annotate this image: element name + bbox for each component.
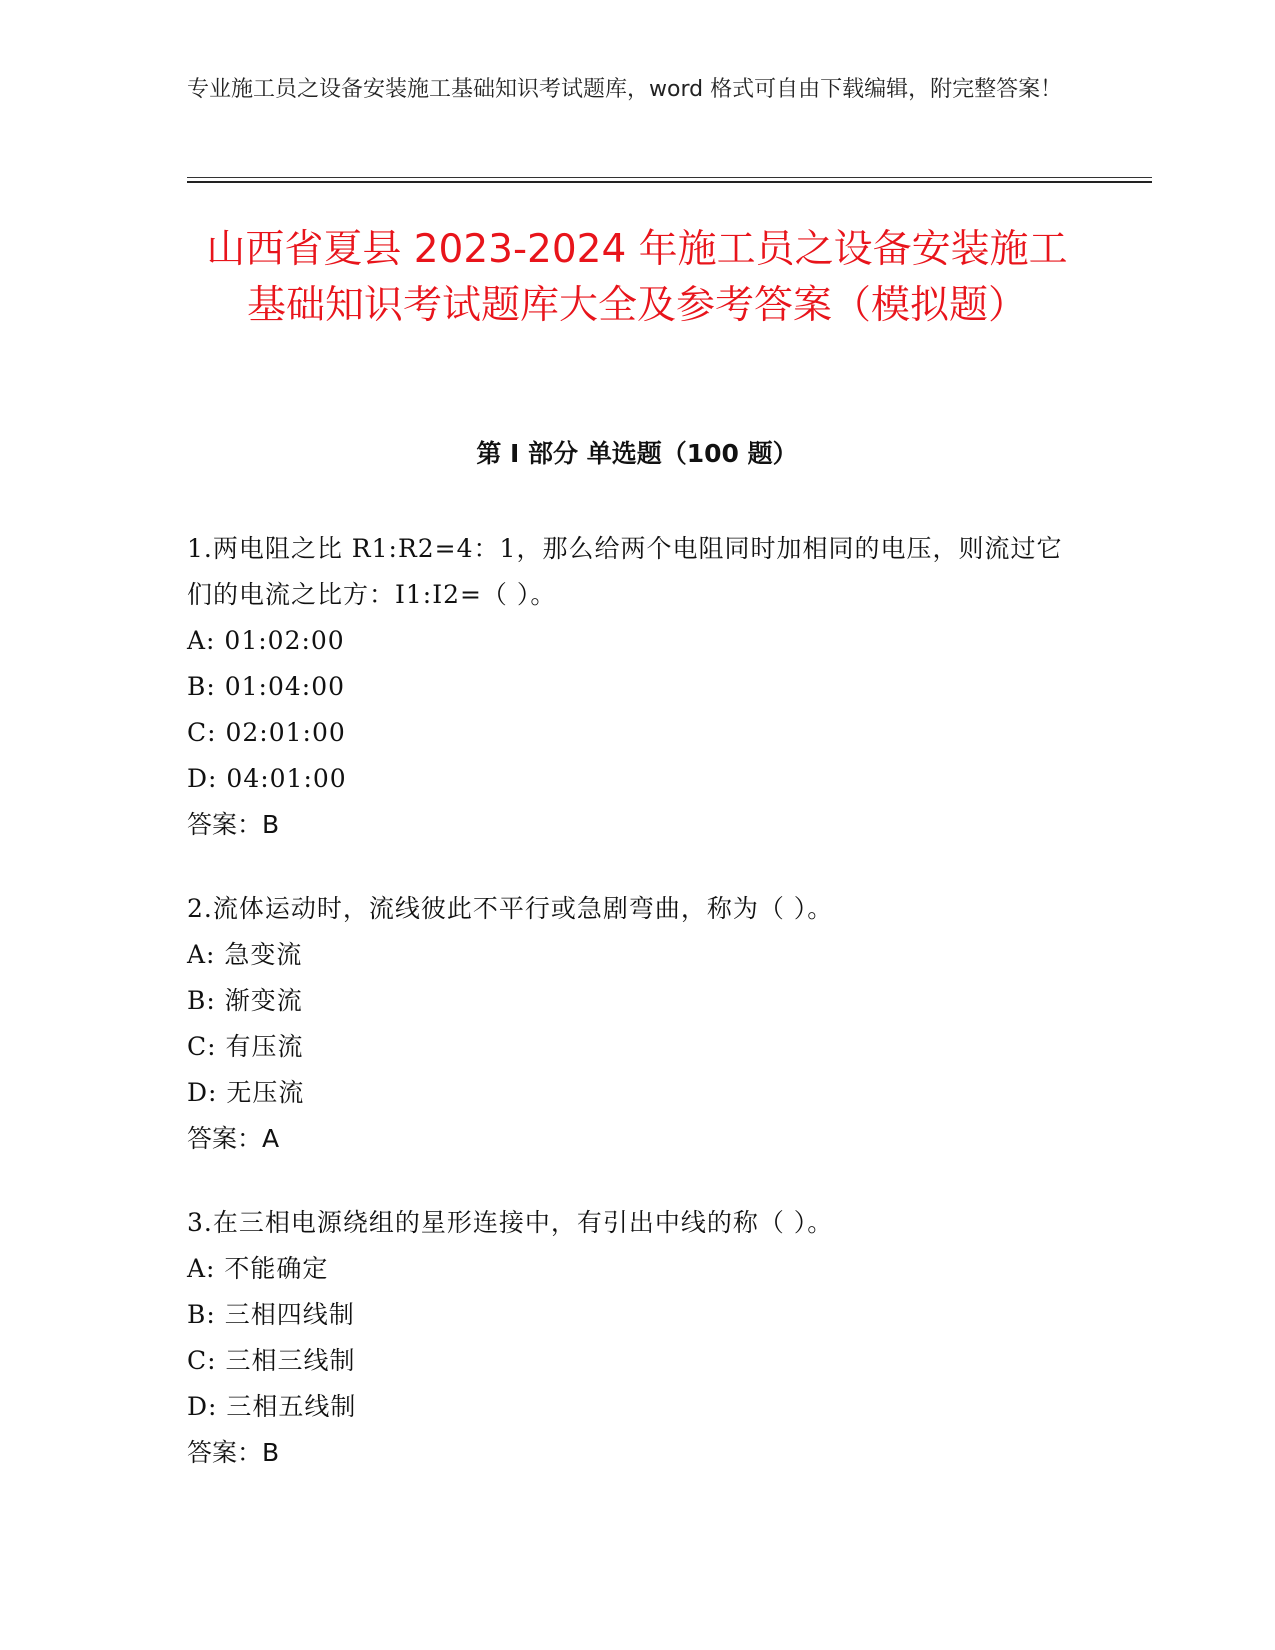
header-note: 专业施工员之设备安装施工基础知识考试题库，word 格式可自由下载编辑，附完整答案！ xyxy=(187,77,1063,102)
question-stem: 3.在三相电源绕组的星形连接中，有引出中线的称（ ）。 xyxy=(187,1208,834,1237)
option-d: D: 三相五线制 xyxy=(187,1392,357,1421)
section-heading: 第 I 部分 单选题（100 题） xyxy=(476,439,798,468)
question-answer: 答案：A xyxy=(187,1124,280,1153)
header-divider-thick xyxy=(187,181,1152,183)
option-b: B: 渐变流 xyxy=(187,986,303,1015)
question-item xyxy=(187,1200,1067,1476)
question-stem: 1.两电阻之比 R1:R2=4：1，那么给两个电阻同时加相同的电压，则流过它们的电流之比方：I1:I2=（ ）。 xyxy=(187,534,1063,609)
option-a: A: 不能确定 xyxy=(187,1254,329,1283)
question-item xyxy=(187,886,1067,1162)
option-d: D: 04:01:00 xyxy=(187,764,347,793)
option-b: B: 01:04:00 xyxy=(187,672,346,701)
question-item xyxy=(187,526,1067,848)
option-a: A: 急变流 xyxy=(187,940,303,969)
document-title: 山西省夏县 2023-2024 年施工员之设备安装施工基础知识考试题库大全及参考答案（模拟题） xyxy=(206,227,1068,328)
question-answer: 答案：B xyxy=(187,810,280,839)
header-divider-thin xyxy=(187,177,1152,178)
option-d: D: 无压流 xyxy=(187,1078,305,1107)
option-c: C: 02:01:00 xyxy=(187,718,346,747)
option-a: A: 01:02:00 xyxy=(187,626,345,655)
question-answer: 答案：B xyxy=(187,1438,280,1467)
option-c: C: 三相三线制 xyxy=(187,1346,356,1375)
question-list xyxy=(187,526,1067,1514)
option-c: C: 有压流 xyxy=(187,1032,304,1061)
question-stem: 2.流体运动时，流线彼此不平行或急剧弯曲，称为（ ）。 xyxy=(187,894,834,923)
option-b: B: 三相四线制 xyxy=(187,1300,355,1329)
